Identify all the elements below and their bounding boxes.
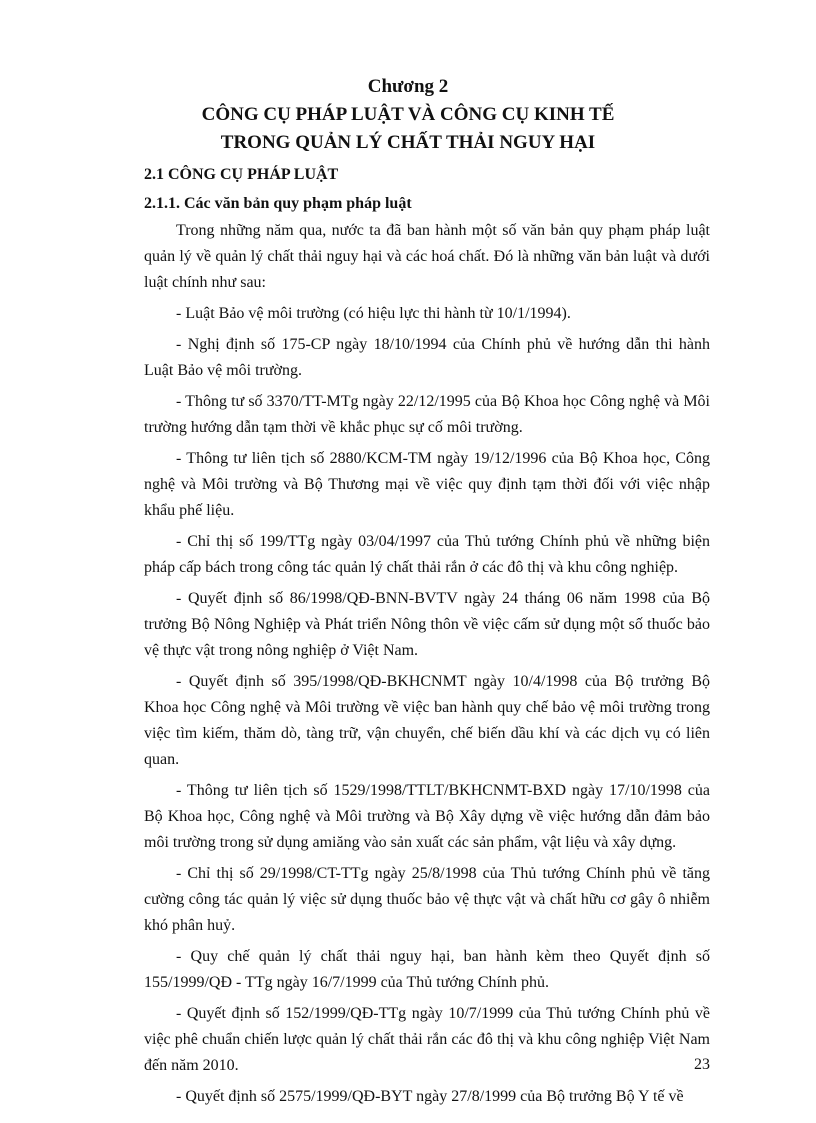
chapter-title-line-1: CÔNG CỤ PHÁP LUẬT VÀ CÔNG CỤ KINH TẾ <box>201 104 615 125</box>
paragraph: - Nghị định số 175-CP ngày 18/10/1994 của Chính phủ về hướng dẫn thi hành Luật Bảo vệ môi trường. <box>144 336 710 379</box>
body-text <box>144 218 710 1115</box>
paragraph: - Quyết định số 395/1998/QĐ-BKHCNMT ngày 10/4/1998 của Bộ trưởng Bộ Khoa học Công nghệ và Môi trường về việc ban hành quy chế bảo vệ môi trường trong việc tìm kiếm, thăm dò, tàng trữ, vận chuyển, chế biến dầu khí và các dịch vụ có liên quan. <box>144 673 710 768</box>
paragraph: - Luật Bảo vệ môi trường (có hiệu lực thi hành từ 10/1/1994). <box>176 305 571 322</box>
section-heading: 2.1 CÔNG CỤ PHÁP LUẬT <box>144 166 339 183</box>
paragraph: - Thông tư liên tịch số 1529/1998/TTLT/BKHCNMT-BXD ngày 17/10/1998 của Bộ Khoa học, Công nghệ và Môi trường và Bộ Xây dựng về việc hướng dẫn đảm bảo môi trường trong sử dụng amiăng vào sản xuất các sản phẩm, vật liệu và xây dựng. <box>144 782 710 851</box>
paragraph: - Chỉ thị số 199/TTg ngày 03/04/1997 của Thủ tướng Chính phủ về những biện pháp cấp bách trong công tác quản lý chất thải rắn ở các đô thị và khu công nghiệp. <box>144 533 710 576</box>
page-number: 23 <box>694 1056 710 1073</box>
paragraph: - Thông tư liên tịch số 2880/KCM-TM ngày 19/12/1996 của Bộ Khoa học, Công nghệ và Môi trường và Bộ Thương mại về việc quy định tạm thời đối với việc nhập khẩu phế liệu. <box>144 450 710 519</box>
paragraph: Trong những năm qua, nước ta đã ban hành một số văn bản quy phạm pháp luật quản lý về quản lý chất thải nguy hại và các hoá chất. Đó là những văn bản luật và dưới luật chính như sau: <box>144 222 710 291</box>
paragraph: - Quy chế quản lý chất thải nguy hại, ban hành kèm theo Quyết định số 155/1999/QĐ - TTg ngày 16/7/1999 của Thủ tướng Chính phủ. <box>144 948 710 991</box>
paragraph: - Chỉ thị số 29/1998/CT-TTg ngày 25/8/1998 của Thủ tướng Chính phủ về tăng cường công tác quản lý việc sử dụng thuốc bảo vệ thực vật và chất hữu cơ gây ô nhiễm khó phân huỷ. <box>144 865 710 934</box>
paragraph: - Quyết định số 86/1998/QĐ-BNN-BVTV ngày 24 tháng 06 năm 1998 của Bộ trưởng Bộ Nông Nghiệp và Phát triển Nông thôn về việc cấm sử dụng một số thuốc bảo vệ thực vật trong nông nghiệp ở Việt Nam. <box>144 590 710 659</box>
paragraph: - Quyết định số 152/1999/QĐ-TTg ngày 10/7/1999 của Thủ tướng Chính phủ về việc phê chuẩn chiến lược quản lý chất thải rắn các đô thị và khu công nghiệp Việt Nam đến năm 2010. <box>144 1005 710 1074</box>
chapter-title-line-2: TRONG QUẢN LÝ CHẤT THẢI NGUY HẠI <box>220 132 596 153</box>
paragraph: - Quyết định số 2575/1999/QĐ-BYT ngày 27/8/1999 của Bộ trưởng Bộ Y tế về <box>176 1088 684 1105</box>
subsection-heading: 2.1.1. Các văn bản quy phạm pháp luật <box>144 195 412 212</box>
chapter-label: Chương 2 <box>367 76 449 97</box>
paragraph: - Thông tư số 3370/TT-MTg ngày 22/12/1995 của Bộ Khoa học Công nghệ và Môi trường hướng dẫn tạm thời về khắc phục sự cố môi trường. <box>144 393 710 436</box>
